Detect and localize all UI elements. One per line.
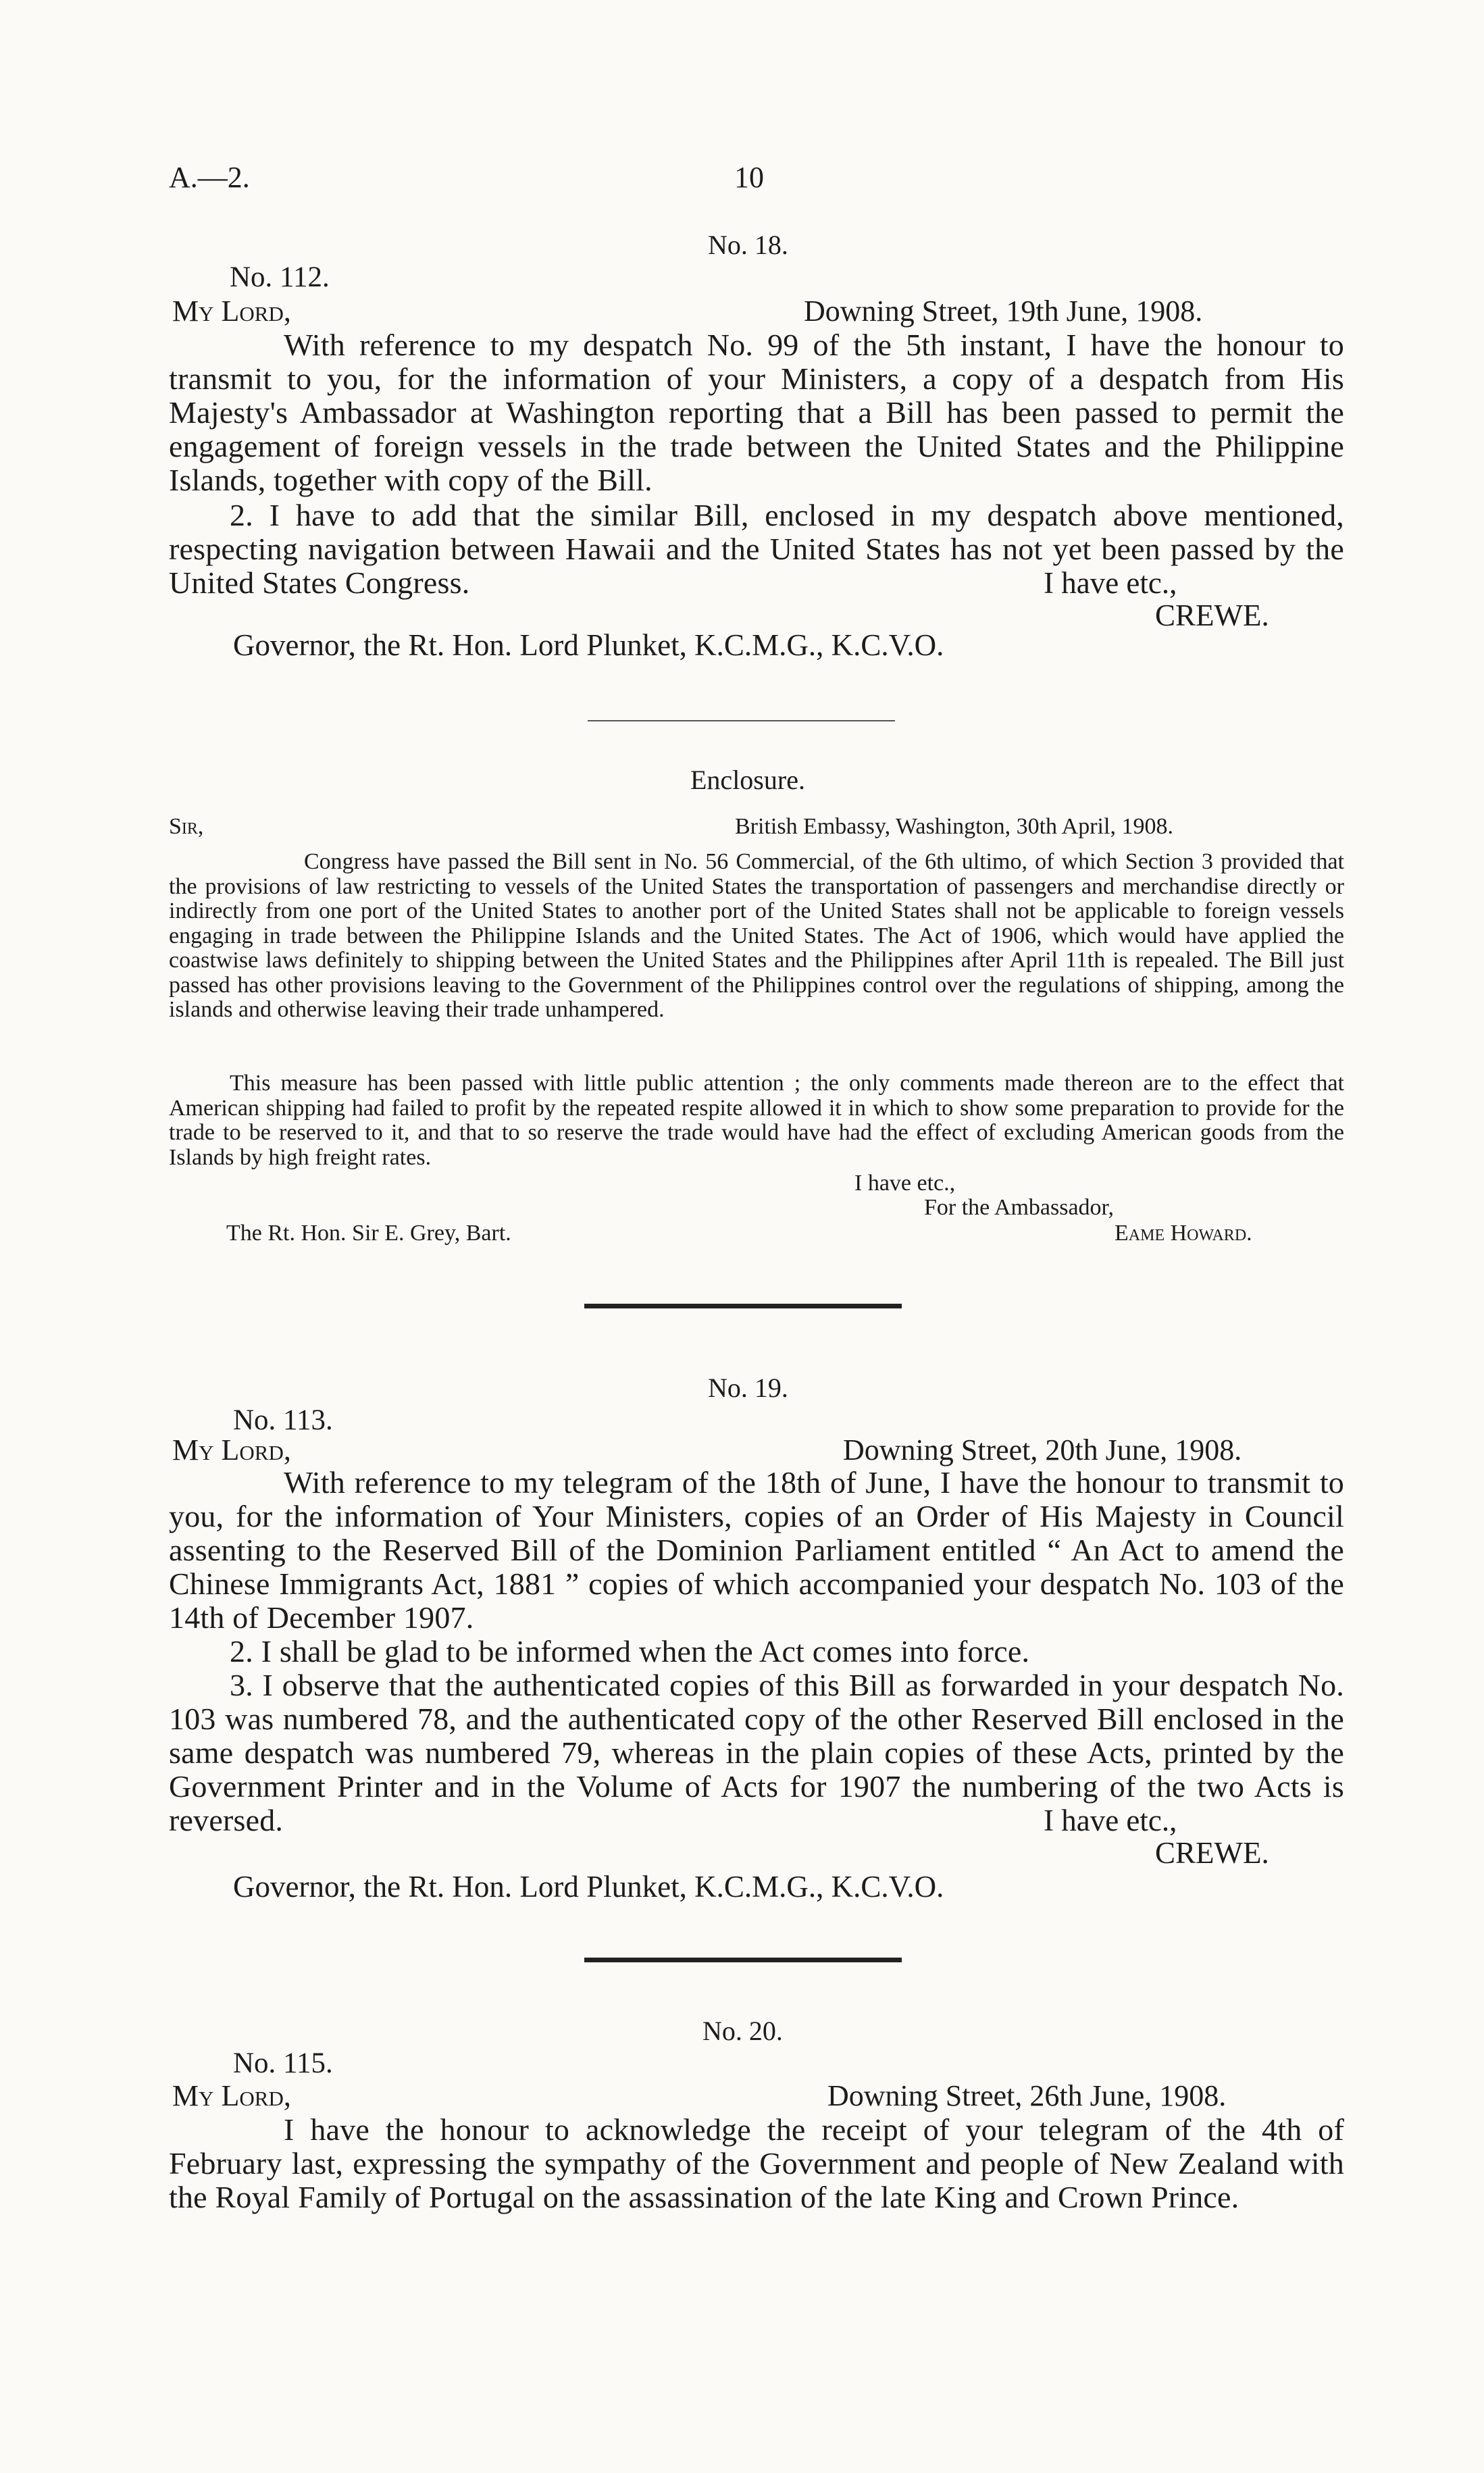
series-label: A.—2. (169, 161, 250, 194)
enclosure-for-line: For the Ambassador, (924, 1195, 1114, 1220)
enclosure-place-date: British Embassy, Washington, 30th April, 1908. (735, 814, 1173, 839)
paragraph: With reference to my telegram of the 18th of June, I have the honour to transmit to you, for the information of Your Ministers, copies of an Order of His Majesty in Council assenting to the Reserved Bill of the Dominion Parliament entitled “ An Act to amend the Chinese Immigrants Act, 1881 ” copies of which accompanied your despatch No. 103 of the 14th of December 1907. (169, 1465, 1344, 1635)
place-date: Downing Street, 26th June, 1908. (827, 2079, 1227, 2112)
paragraph: 2. I shall be glad to be informed when the Act comes into force. (230, 1634, 1030, 1668)
section-number: No. 19. (708, 1373, 788, 1403)
enclosure-salutation: Sir, (169, 814, 204, 839)
section-divider (584, 1304, 902, 1308)
paragraph: 3. I observe that the authenticated copies of this Bill as forwarded in your despatch No. 103 was numbered 78, and the authenticated copy of the other Reserved Bill enclosed in the same despatch was numbered 79, whereas in the plain copies of these Acts, printed by the Government Printer and in the Volume of Acts for 1907 the numbering of the two Acts is reversed. (169, 1668, 1344, 1837)
despatch-number: No. 113. (233, 1404, 333, 1436)
salutation: My Lord, (172, 2079, 291, 2112)
despatch-number: No. 112. (230, 261, 330, 293)
closing: I have etc., (1044, 1804, 1177, 1837)
enclosure-signature: Eame Howard. (1115, 1221, 1252, 1246)
section-divider (588, 720, 895, 721)
salutation: My Lord, (172, 295, 291, 328)
section-divider (584, 1958, 902, 1962)
enclosure-addressee: The Rt. Hon. Sir E. Grey, Bart. (226, 1221, 511, 1246)
signature: CREWE. (1155, 598, 1269, 632)
place-date: Downing Street, 19th June, 1908. (804, 295, 1203, 328)
enclosure-paragraph: This measure has been passed with little public attention ; the only comments made thereon are to the effect that American shipping had failed to profit by the repeated respite allowed it in which to show some preparation to provide for the trade to be reserved to it, and that to so reserve the trade would have had the effect of excluding American goods from the Islands by high freight rates. (169, 1071, 1344, 1170)
page-number: 10 (734, 161, 764, 194)
closing: I have etc., (1044, 566, 1177, 600)
enclosure-paragraph: Congress have passed the Bill sent in No. 56 Commercial, of the 6th ultimo, of which Section 3 provided that the provisions of law restricting to vessels of the United States the transportation of passengers and merchandise directly or indirectly from one port of the United States to another port of the United States shall not be applicable to foreign vessels engaging in trade between the Philippine Islands and the United States. The Act of 1906, which would have applied the coastwise laws definitely to shipping between the United States and the Philippines after April 11th is repealed. The Bill just passed has other provisions leaving to the Government of the Philippines control over the regulations of shipping, among the islands and otherwise leaving their trade unhampered. (169, 849, 1344, 1022)
enclosure-closing: I have etc., (854, 1171, 956, 1196)
place-date: Downing Street, 20th June, 1908. (843, 1433, 1242, 1467)
section-number: No. 18. (708, 230, 788, 260)
addressee: Governor, the Rt. Hon. Lord Plunket, K.C.M.G., K.C.V.O. (233, 1870, 944, 1904)
enclosure-title: Enclosure. (690, 765, 805, 795)
signature: CREWE. (1155, 1836, 1269, 1870)
salutation: My Lord, (172, 1433, 291, 1467)
despatch-number: No. 115. (233, 2047, 333, 2079)
addressee: Governor, the Rt. Hon. Lord Plunket, K.C.M.G., K.C.V.O. (233, 628, 944, 662)
paragraph: I have the honour to acknowledge the receipt of your telegram of the 4th of February last, expressing the sympathy of the Government and people of New Zealand with the Royal Family of Portugal on the assassination of the late King and Crown Prince. (169, 2112, 1344, 2214)
paragraph: 2. I have to add that the similar Bill, enclosed in my despatch above mentioned, respecting navigation between Hawaii and the United States has not yet been passed by the United States Congress. (169, 498, 1344, 600)
section-number: No. 20. (702, 2016, 783, 2046)
paragraph: With reference to my despatch No. 99 of the 5th instant, I have the honour to transmit to you, for the information of your Ministers, a copy of a despatch from His Majesty's Ambassador at Washington reporting that a Bill has been passed to permit the engagement of foreign vessels in the trade between the United States and the Philippine Islands, together with copy of the Bill. (169, 328, 1344, 497)
